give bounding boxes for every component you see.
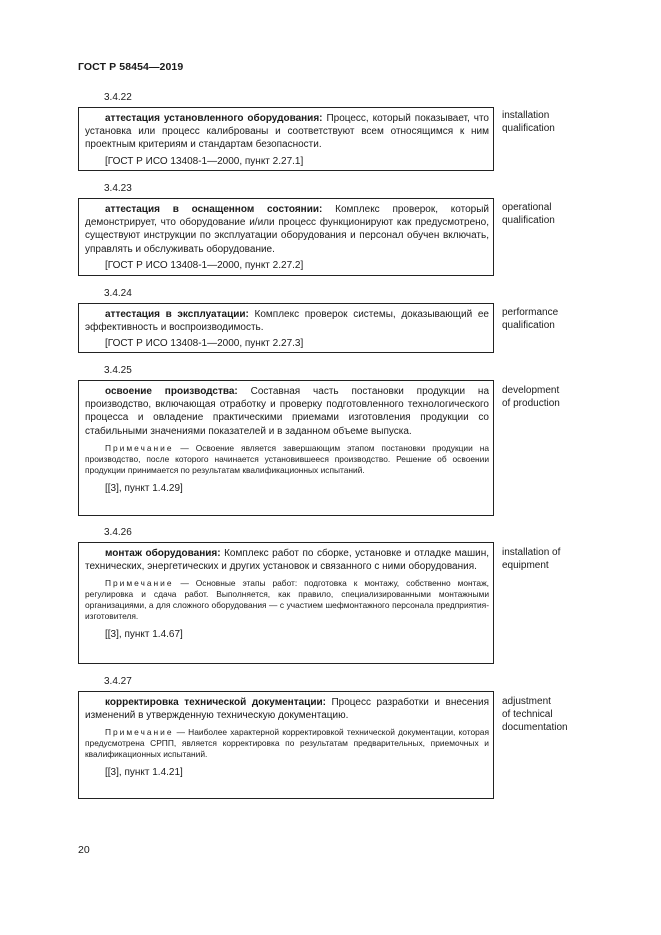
term-box: [78, 303, 494, 353]
definition-text: Комплекс проверок системы, доказывающий ее эффективность и воспроизводимость.: [85, 309, 489, 334]
english-equivalent: performance qualification: [502, 307, 559, 332]
note-label: Примечание: [105, 727, 174, 738]
term-definition: [85, 547, 489, 573]
term-note: [85, 443, 489, 476]
term-name: аттестация в эксплуатации:: [105, 309, 249, 320]
note-text: — Освоение является завершающим этапом постановки продукции на производство, после которого начинается установившееся производство. Решение об освоении продукции принимается по результатам квалификационных испытаний.: [85, 442, 489, 475]
term-source: [[3], пункт 1.4.21]: [105, 767, 183, 779]
term-number: 3.4.24: [104, 288, 132, 299]
term-definition: [85, 696, 489, 722]
term-name: аттестация в оснащенном состоянии:: [105, 204, 323, 215]
term-definition: [85, 385, 489, 438]
term-definition: [85, 308, 489, 334]
term-box: [78, 542, 494, 664]
definition-text: Составная часть постановки продукции на производство, включающая отработку и проверку подготовленного технологического процесса и овладение практическими приемами изготовления продукции со стабильными значениями показателей и в заданном объеме выпуска.: [85, 386, 490, 437]
english-equivalent: operational qualification: [502, 202, 555, 227]
term-box: [78, 198, 494, 276]
english-equivalent: development of production: [502, 385, 560, 410]
english-equivalent: installation of equipment: [502, 547, 561, 572]
term-box: [78, 691, 494, 799]
term-number: 3.4.26: [104, 527, 132, 538]
english-equivalent: installation qualification: [502, 110, 555, 135]
definition-text: Комплекс проверок, который демонстрирует, что оборудование и/или процесс функционируют как предусмотрено, существуют инструкции по эксплуатации оборудования и персонал обучен включать, управлять и обслуживать оборудование.: [85, 204, 489, 255]
term-source: [ГОСТ Р ИСО 13408-1—2000, пункт 2.27.2]: [105, 259, 304, 271]
document-header: ГОСТ Р 58454—2019: [78, 61, 184, 73]
note-text: — Основные этапы работ: подготовка к монтажу, собственно монтаж, регулировка и сдача работ. Выполняется, как правило, специализированными монтажными организациями, а для сложного оборудования — с участием шефмонтажного персонала предприятия-изготовителя.: [85, 578, 489, 622]
term-number: 3.4.22: [104, 92, 132, 103]
term-source: [[3], пункт 1.4.29]: [105, 482, 183, 494]
definition-text: Процесс разработки и внесения изменений в утвержденную техническую документацию.: [85, 697, 490, 722]
note-label: Примечание: [105, 578, 174, 589]
term-note: [85, 727, 489, 760]
term-number: 3.4.23: [104, 183, 132, 194]
term-name: аттестация установленного оборудования:: [105, 113, 323, 124]
term-definition: [85, 203, 489, 256]
term-name: корректировка технической документации:: [105, 697, 326, 708]
term-number: 3.4.25: [104, 365, 132, 376]
definition-text: Процесс, который показывает, что установка или процесс калиброваны и соответствуют всем относящимся к ним проектным критериям и стандартам безопасности.: [85, 113, 489, 151]
english-equivalent: adjustment of technical documentation: [502, 696, 568, 734]
page-number: 20: [78, 844, 90, 856]
term-number: 3.4.27: [104, 676, 132, 687]
term-source: [ГОСТ Р ИСО 13408-1—2000, пункт 2.27.3]: [105, 338, 304, 350]
term-source: [ГОСТ Р ИСО 13408-1—2000, пункт 2.27.1]: [105, 155, 304, 167]
term-definition: [85, 112, 489, 152]
note-label: Примечание: [105, 442, 174, 453]
note-text: — Наиболее характерной корректировкой технической документации, которая предусмотрена СРПП, является корректировка по результатам предварительных, приемочных и квалификационных испытаний.: [85, 727, 489, 760]
definition-text: Комплекс работ по сборке, установке и отладке машин, технических, энергетических и других установок и связанного с ними оборудования.: [85, 548, 489, 573]
term-box: [78, 380, 494, 516]
term-name: освоение производства:: [105, 386, 238, 397]
term-source: [[3], пункт 1.4.67]: [105, 629, 183, 641]
term-box: [78, 107, 494, 171]
term-name: монтаж оборудования:: [105, 548, 221, 559]
term-note: [85, 578, 489, 622]
